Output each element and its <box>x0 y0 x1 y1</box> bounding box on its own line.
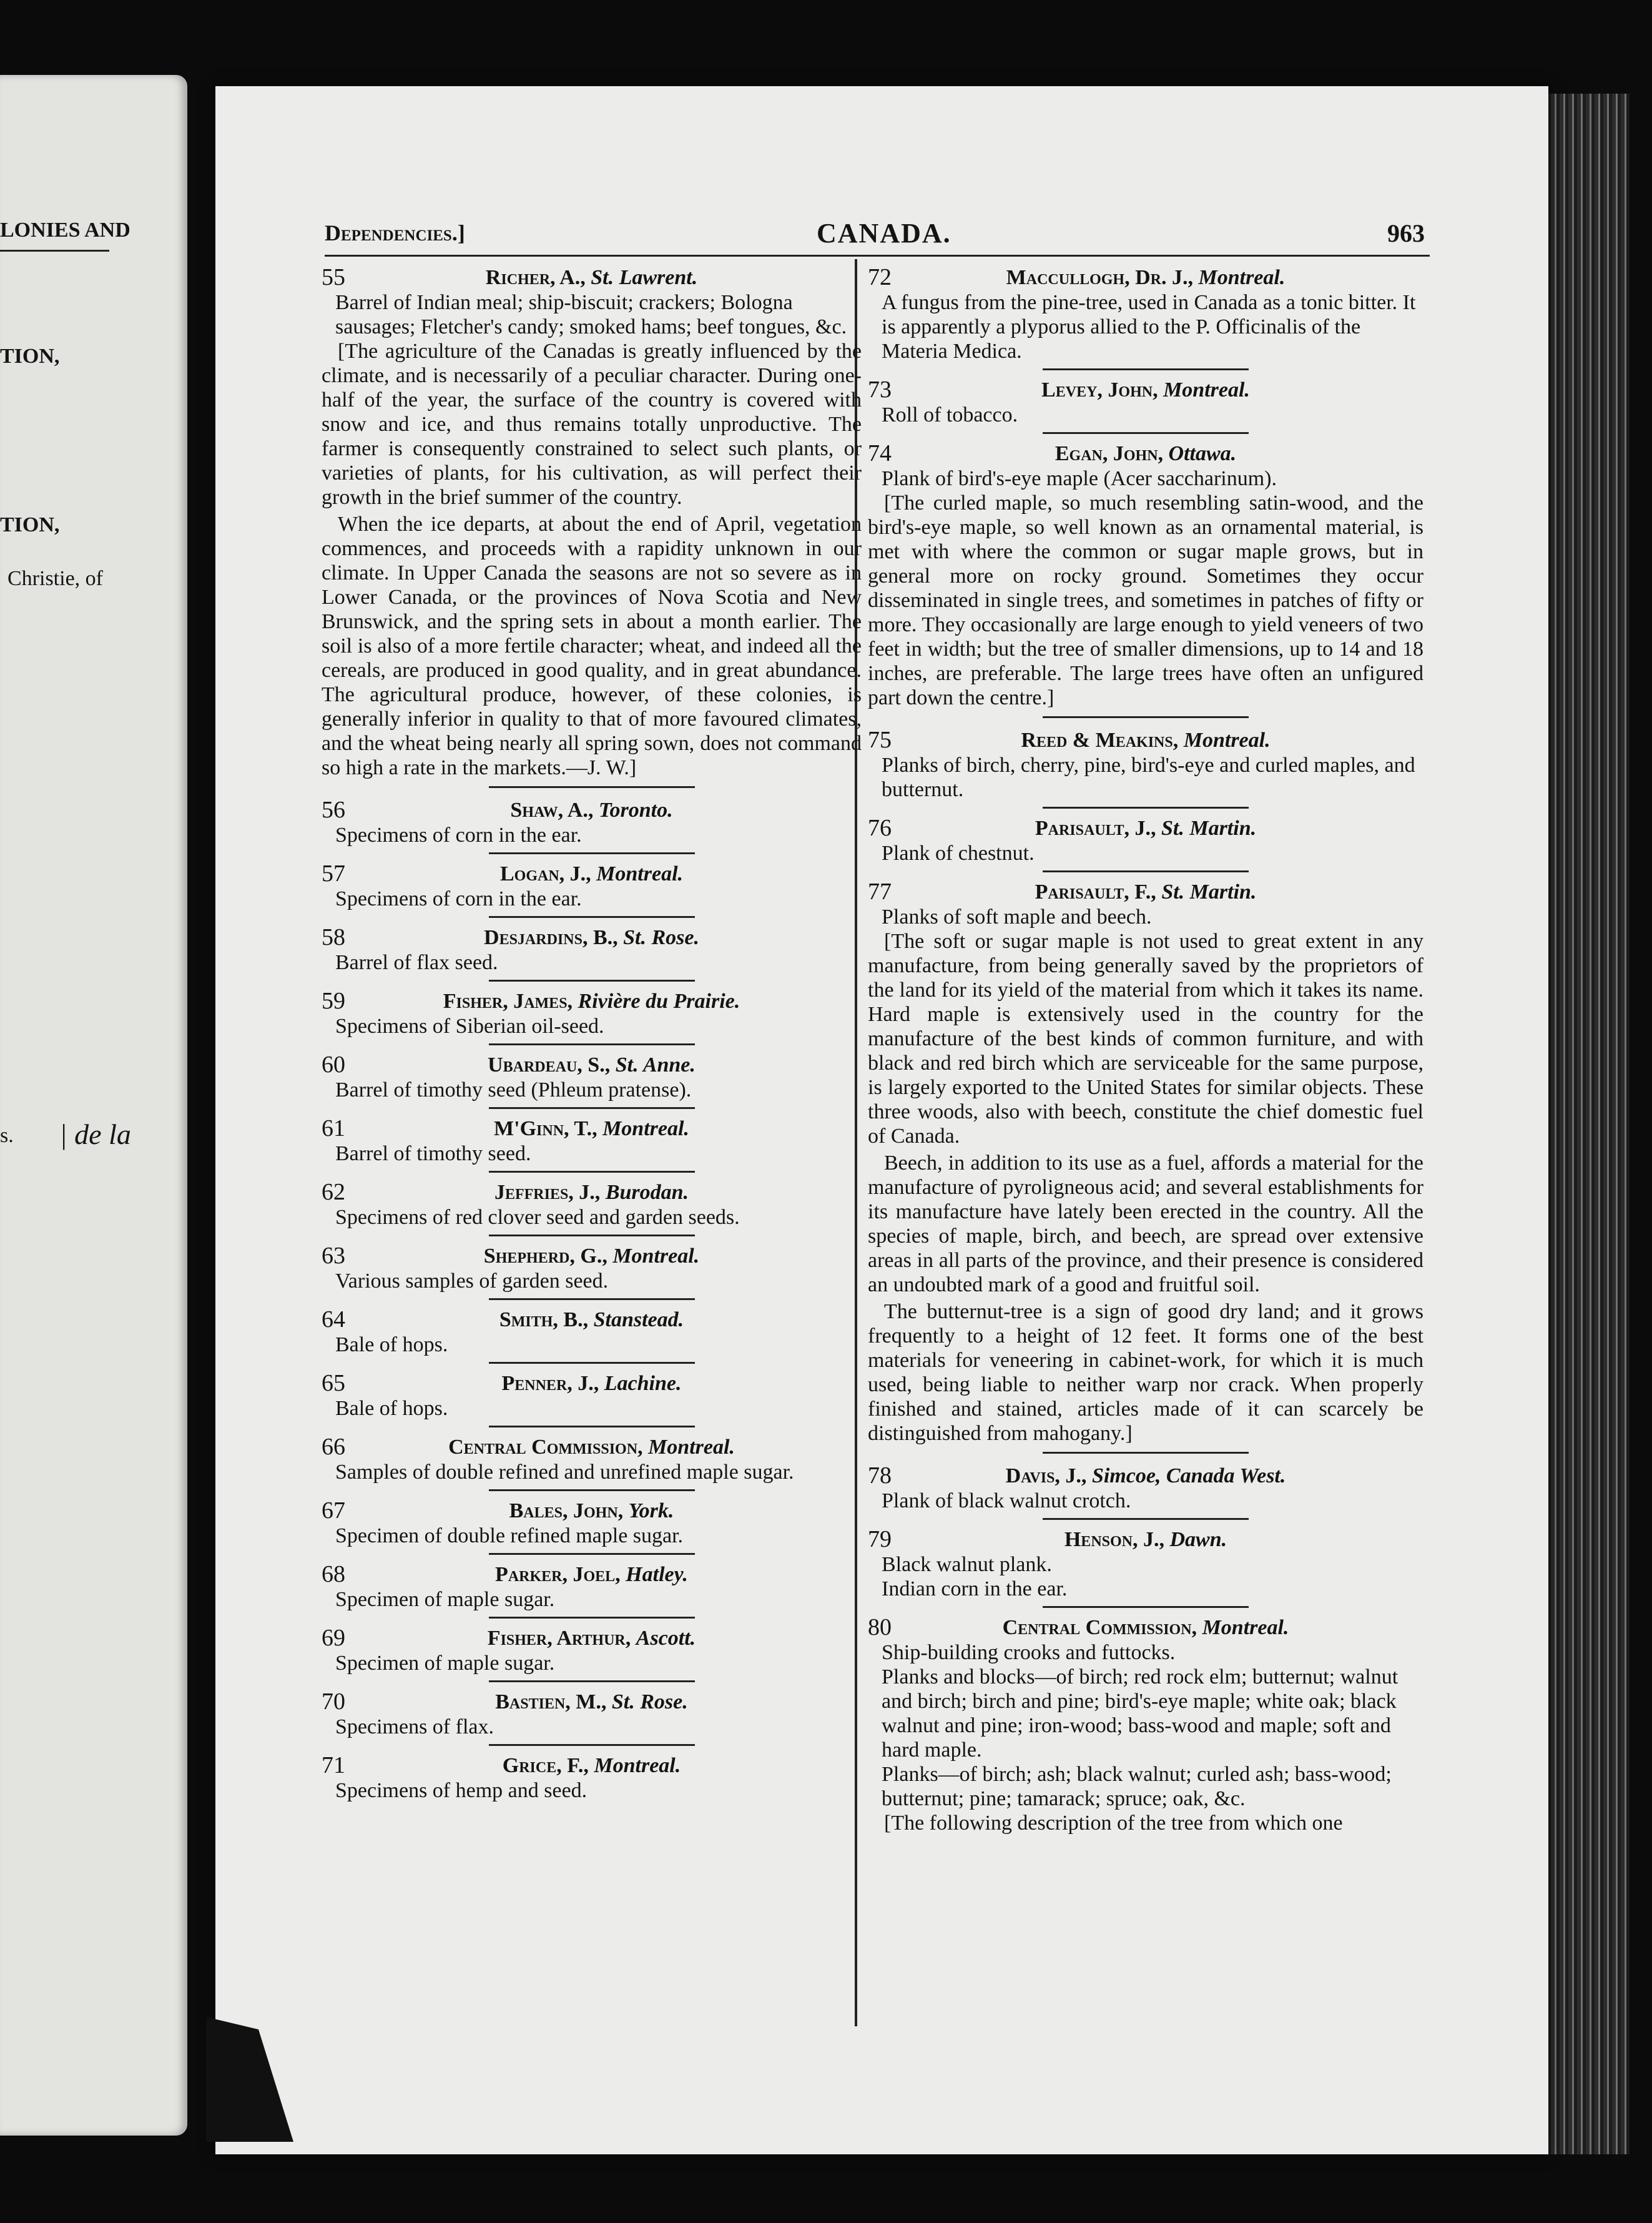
previous-page-fragment: Christie, of <box>7 567 103 590</box>
entry-number: 60 <box>322 1052 345 1078</box>
exhibitor <box>322 1753 862 1778</box>
previous-page-fragment: TION, <box>0 345 60 368</box>
catalogue-entry <box>322 1371 862 1421</box>
entry-heading <box>868 265 1423 290</box>
exhibitor-name: Henson, J., <box>1064 1528 1164 1551</box>
exhibitor-name: Parker, Joel, <box>495 1563 621 1586</box>
entry-separator <box>1043 1606 1249 1608</box>
exhibitor-place: Montreal. <box>1202 1616 1289 1639</box>
running-head-title: CANADA. <box>817 218 951 249</box>
exhibit-description: Roll of tobacco. <box>882 403 1018 426</box>
exhibit-description: Planks of soft maple and beech. <box>882 905 1152 929</box>
entry-number: 66 <box>322 1434 345 1460</box>
entry-number: 63 <box>322 1243 345 1269</box>
exhibitor-name: Reed & Meakins, <box>1021 729 1179 752</box>
entry-heading <box>868 816 1423 841</box>
entry-separator <box>1043 870 1249 872</box>
entry-number: 68 <box>322 1561 345 1587</box>
entry-number: 69 <box>322 1625 345 1651</box>
entry-separator <box>489 980 695 982</box>
exhibitor-name: M'Ginn, T., <box>494 1117 597 1140</box>
exhibitor-name: Central Commission, <box>448 1436 643 1459</box>
exhibitor-name: Shaw, A., <box>510 799 594 822</box>
entry-heading <box>322 1753 862 1778</box>
entry-heading <box>322 925 862 950</box>
exhibitor-place: St. Martin. <box>1161 817 1257 840</box>
exhibitor-name: Smith, B., <box>499 1308 589 1331</box>
entry-separator <box>489 1298 695 1300</box>
catalogue-entry <box>322 1244 862 1293</box>
catalogue-entry <box>322 1308 862 1357</box>
exhibitor-name: Richer, A., <box>485 266 586 289</box>
entry-separator <box>489 1107 695 1109</box>
exhibitor-name: Levey, John, <box>1041 378 1158 402</box>
entry-separator <box>489 1235 695 1236</box>
exhibit-description: Specimen of maple sugar. <box>335 1652 555 1675</box>
entry-separator <box>1043 432 1249 434</box>
entry-heading <box>322 1499 862 1524</box>
exhibit-description: Various samples of garden seed. <box>335 1269 609 1293</box>
header-rule <box>325 255 1430 257</box>
exhibitor-name: Maccullogh, Dr. J., <box>1006 266 1193 289</box>
exhibitor-name: Davis, J., <box>1005 1464 1087 1487</box>
catalogue-entry <box>322 1053 862 1102</box>
entry-separator <box>489 852 695 854</box>
entry-heading <box>868 1527 1423 1552</box>
exhibit-description: Bale of hops. <box>335 1333 448 1356</box>
entry-separator <box>489 916 695 918</box>
exhibit-description: Barrel of timothy seed (Phleum pratense). <box>335 1078 692 1102</box>
entry-number: 65 <box>322 1370 345 1396</box>
entry-heading <box>322 265 862 290</box>
exhibitor <box>868 728 1423 752</box>
entry-separator <box>1043 1518 1249 1520</box>
exhibitor <box>322 1371 862 1396</box>
exhibit-description: Bale of hops. <box>335 1397 448 1420</box>
entry-separator <box>489 1362 695 1364</box>
entry-separator <box>489 1171 695 1173</box>
exhibitor <box>868 265 1423 290</box>
previous-page-rule <box>0 250 109 252</box>
exhibitor <box>868 441 1423 466</box>
exhibitor-place: Simcoe, Canada West. <box>1091 1464 1286 1487</box>
editorial-note: [The agriculture of the Canadas is greatly influenced by the climate, and is necessarily of a peculiar character. During one-half of the year, the surface of the country is covered with snow and ice, and thus remains totally unproductive. The farmer is consequently constrained to select such plants, or varieties of plants, for his cultivation, as will perfect their growth in the brief summer of the country. <box>322 340 862 509</box>
previous-page-fragment: s. <box>0 1124 14 1147</box>
catalogue-entry <box>868 265 1423 363</box>
entry-heading <box>868 441 1423 466</box>
exhibitor-name: Shepherd, G., <box>483 1245 607 1268</box>
catalogue-entry <box>322 265 862 780</box>
exhibit-description: Planks and blocks—of birch; red rock elm; butternut; walnut and birch; birch and pine; bird's-eye maple; white oak; black walnut and pine; iron-wood; bass-wood and maple; soft and hard maple. <box>882 1665 1399 1762</box>
exhibitor-place: Montreal. <box>1183 729 1271 752</box>
exhibit-description: Specimen of maple sugar. <box>335 1588 555 1611</box>
entry-number: 55 <box>322 264 345 290</box>
entry-heading <box>322 1180 862 1205</box>
catalogue-entry <box>868 1527 1423 1601</box>
exhibit-description: Indian corn in the ear. <box>882 1577 1068 1600</box>
entry-separator <box>1043 368 1249 370</box>
entry-heading <box>322 1562 862 1587</box>
catalogue-entry <box>868 728 1423 802</box>
handwritten-annotation: | de la <box>59 1118 131 1150</box>
exhibitor-place: Dawn. <box>1169 1528 1227 1551</box>
entry-separator <box>1043 716 1249 718</box>
exhibitor-place: St. Rose. <box>611 1690 688 1713</box>
exhibitor <box>322 1053 862 1077</box>
catalogue-entry <box>322 989 862 1038</box>
exhibitor-place: Hatley. <box>626 1563 688 1586</box>
running-head-left: Dependencies.] <box>325 220 465 245</box>
entry-number: 64 <box>322 1306 345 1333</box>
catalogue-entry <box>322 1180 862 1230</box>
exhibitor <box>868 1527 1423 1552</box>
entry-heading <box>868 1615 1423 1640</box>
exhibitor-name: Fisher, James, <box>443 990 573 1013</box>
exhibitor <box>868 880 1423 904</box>
entry-number: 72 <box>868 264 892 290</box>
exhibitor-place: Montreal. <box>1198 266 1286 289</box>
exhibit-description: Specimens of hemp and seed. <box>335 1779 588 1802</box>
exhibitor-name: Parisault, F., <box>1035 880 1156 904</box>
exhibitor-name: Ubardeau, S., <box>488 1053 611 1077</box>
entry-separator <box>1043 1452 1249 1454</box>
exhibit-description: Planks—of birch; ash; black walnut; curled ash; bass-wood; butternut; pine; tamarack; spruce; oak, &c. <box>882 1763 1392 1810</box>
catalogue-entry <box>322 1499 862 1548</box>
catalogue-entry <box>322 1435 862 1484</box>
entry-number: 67 <box>322 1497 345 1524</box>
exhibitor-place: Ascott. <box>636 1627 696 1650</box>
entry-number: 56 <box>322 797 345 823</box>
entry-separator <box>489 786 695 788</box>
entry-separator <box>1043 807 1249 809</box>
exhibit-description: Specimens of corn in the ear. <box>335 887 582 910</box>
entry-number: 74 <box>868 440 892 466</box>
entry-heading <box>322 1308 862 1333</box>
editorial-note: [The curled maple, so much resembling satin-wood, and the bird's-eye maple, so well known as an ornamental material, is met with where the common or sugar maple grows, but in general more on rocky ground. Sometimes they occur disseminated in single trees, and sometimes in patches of fifty or more. They occasionally are large enough to yield veneers of two feet in width; but the tree of smaller dimensions, up to 14 and 18 inches, are preferable. The large trees have often an unfigured part down the centre.] <box>868 491 1423 709</box>
exhibitor-place: Burodan. <box>605 1181 689 1204</box>
exhibitor <box>322 925 862 950</box>
entry-separator <box>489 1680 695 1682</box>
exhibitor <box>322 1562 862 1587</box>
book-page-edges <box>1542 94 1630 2154</box>
entry-separator <box>489 1553 695 1555</box>
exhibit-description: Specimens of Siberian oil-seed. <box>335 1015 604 1038</box>
entry-number: 71 <box>322 1752 345 1778</box>
entry-heading <box>868 378 1423 403</box>
catalogue-entry <box>322 798 862 847</box>
entry-separator <box>489 1043 695 1045</box>
entry-separator <box>489 1744 695 1746</box>
exhibit-description: Specimens of corn in the ear. <box>335 824 582 847</box>
entry-heading <box>322 1244 862 1269</box>
entry-number: 79 <box>868 1526 892 1552</box>
exhibitor-name: Jeffries, J., <box>494 1181 601 1204</box>
exhibit-description: Ship-building crooks and futtocks. <box>882 1641 1176 1664</box>
left-column <box>322 265 862 1803</box>
entry-number: 78 <box>868 1462 892 1489</box>
entry-heading <box>868 1464 1423 1489</box>
catalogue-entry <box>322 1626 862 1675</box>
entry-heading <box>868 728 1423 753</box>
exhibitor-place: Toronto. <box>598 799 673 822</box>
exhibitor <box>868 816 1423 840</box>
exhibitor-place: St. Rose. <box>623 926 699 949</box>
exhibit-description: Specimens of flax. <box>335 1715 494 1738</box>
entry-number: 58 <box>322 924 345 950</box>
catalogue-entry <box>868 816 1423 865</box>
exhibitor <box>322 1116 862 1141</box>
exhibit-description: A fungus from the pine-tree, used in Canada as a tonic bitter. It is apparently a plyporus allied to the P. Officinalis of the Materia Medica. <box>882 291 1416 363</box>
catalogue-entry <box>868 1464 1423 1513</box>
editorial-note: The butternut-tree is a sign of good dry land; and it grows frequently to a height of 12 feet. It forms one of the best materials for veneering in cabinet-work, for which it is much used, being liable to neither warp nor crack. When properly finished and stained, articles made of it can scarcely be distinguished from mahogany.] <box>868 1300 1423 1445</box>
exhibitor-name: Desjardins, B., <box>484 926 618 949</box>
entry-heading <box>322 1053 862 1078</box>
entry-separator <box>489 1617 695 1619</box>
exhibitor <box>868 1615 1423 1640</box>
entry-number: 59 <box>322 988 345 1014</box>
exhibitor <box>868 1464 1423 1488</box>
exhibitor <box>868 378 1423 402</box>
catalogue-entry <box>868 441 1423 710</box>
exhibitor-name: Penner, J., <box>501 1372 599 1395</box>
editorial-note: When the ice departs, at about the end of April, vegetation commences, and proceeds with a rapidity unknown in our climate. In Upper Canada the seasons are not so severe as in Lower Canada, or the provinces of Nova Scotia and New Brunswick, and the spring sets in about a month earlier. The soil is also of a more fertile character; wheat, and indeed all the cereals, are produced in good quality, and in great abundance. The agricultural produce, however, of these colonies, is generally inferior in quality to that of more favoured climates, and the wheat being nearly all spring sown, does not command so high a rate in the markets.—J. W.] <box>322 513 862 779</box>
entry-number: 70 <box>322 1688 345 1715</box>
exhibit-description: Barrel of timothy seed. <box>335 1142 531 1165</box>
entry-heading <box>322 1116 862 1141</box>
exhibitor <box>322 1180 862 1205</box>
exhibitor-name: Bales, John, <box>509 1499 624 1522</box>
entry-heading <box>322 1435 862 1460</box>
exhibitor-name: Central Commission, <box>1002 1616 1197 1639</box>
exhibitor-name: Logan, J., <box>499 862 591 885</box>
exhibit-description: Specimens of red clover seed and garden seeds. <box>335 1206 740 1229</box>
entry-number: 62 <box>322 1179 345 1205</box>
exhibit-description: Plank of chestnut. <box>882 842 1035 865</box>
catalogue-entry <box>322 862 862 911</box>
entry-heading <box>322 1626 862 1651</box>
entry-heading <box>322 1371 862 1396</box>
catalogue-entry <box>322 1690 862 1739</box>
exhibitor <box>322 1626 862 1650</box>
exhibitor-place: Montreal. <box>648 1436 735 1459</box>
exhibitor <box>322 798 862 822</box>
exhibitor-place: Montreal. <box>612 1245 700 1268</box>
exhibitor-place: St. Martin. <box>1161 880 1257 904</box>
entry-heading <box>322 862 862 887</box>
exhibit-description: Barrel of flax seed. <box>335 951 498 974</box>
catalogue-entry <box>868 378 1423 427</box>
previous-page-edge <box>0 75 187 2136</box>
catalogue-entry <box>322 1753 862 1803</box>
exhibitor-place: St. Lawrent. <box>591 266 698 289</box>
entry-number: 80 <box>868 1614 892 1640</box>
exhibitor-place: Lachine. <box>604 1372 682 1395</box>
catalogue-entry <box>322 1562 862 1612</box>
exhibitor-name: Bastien, M., <box>495 1690 607 1713</box>
entry-number: 75 <box>868 727 892 753</box>
entry-number: 73 <box>868 377 892 403</box>
catalogue-entry <box>868 1615 1423 1835</box>
exhibitor-place: Stanstead. <box>593 1308 684 1331</box>
editorial-note: [The soft or sugar maple is not used to great extent in any manufacture, from being generally saved by the proprietors of the land for its yield of the material from which it takes its name. Hard maple is extensively used in the country for the manufacture of the best kinds of common furniture, and with black and red birch which are serviceable for the same purpose, is largely exported to the United States for similar objects. These three woods, also with beech, constitute the chief domestic fuel of Canada. <box>868 930 1423 1148</box>
exhibitor-place: Montreal. <box>1163 378 1250 402</box>
entry-number: 61 <box>322 1115 345 1141</box>
exhibitor-place: York. <box>628 1499 674 1522</box>
entry-heading <box>322 989 862 1014</box>
entry-number: 76 <box>868 815 892 841</box>
editorial-note: Beech, in addition to its use as a fuel, affords a material for the manufacture of pyroligneous acid; and several establishments for its manufacture have lately been erected in the country. All the species of maple, birch, and beech, are spread over extensive areas in all parts of the province, and their presence is considered an undoubted mark of a good and fruitful soil. <box>868 1151 1423 1296</box>
entry-heading <box>868 880 1423 905</box>
entry-separator <box>489 1426 695 1427</box>
previous-page-header: LONIES AND <box>0 219 130 242</box>
entry-number: 57 <box>322 860 345 887</box>
entry-heading <box>322 1690 862 1715</box>
entry-heading <box>322 798 862 823</box>
exhibitor-name: Fisher, Arthur, <box>487 1627 631 1650</box>
exhibitor <box>322 1690 862 1714</box>
exhibitor <box>322 862 862 886</box>
exhibit-description: Planks of birch, cherry, pine, bird's-eye and curled maples, and butternut. <box>882 754 1415 801</box>
exhibit-description: Plank of bird's-eye maple (Acer saccharinum). <box>882 467 1277 490</box>
exhibitor-place: Montreal. <box>596 862 684 885</box>
exhibitor <box>322 1244 862 1268</box>
exhibit-description: Plank of black walnut crotch. <box>882 1489 1131 1512</box>
exhibitor-place: Ottawa. <box>1168 442 1237 465</box>
exhibitor <box>322 1435 862 1459</box>
page-number: 963 <box>1387 219 1425 247</box>
exhibitor-place: Montreal. <box>602 1117 689 1140</box>
exhibitor <box>322 989 862 1013</box>
catalogue-entry <box>868 880 1423 1446</box>
exhibit-description: Barrel of Indian meal; ship-biscuit; crackers; Bologna sausages; Fletcher's candy; smoked hams; beef tongues, &c. <box>335 291 847 338</box>
exhibit-description: Specimen of double refined maple sugar. <box>335 1524 684 1547</box>
entry-separator <box>489 1489 695 1491</box>
exhibitor-name: Grice, F., <box>502 1754 589 1777</box>
exhibit-description: Samples of double refined and unrefined maple sugar. <box>335 1461 794 1484</box>
exhibit-description: Black walnut plank. <box>882 1553 1052 1576</box>
exhibitor <box>322 1308 862 1332</box>
exhibitor-name: Parisault, J., <box>1035 817 1156 840</box>
exhibitor-place: St. Anne. <box>615 1053 696 1077</box>
exhibitor-place: Rivière du Prairie. <box>578 990 740 1013</box>
exhibitor-place: Montreal. <box>594 1754 681 1777</box>
exhibitor-name: Egan, John, <box>1055 442 1164 465</box>
exhibitor <box>322 1499 862 1523</box>
catalogue-entry <box>322 925 862 975</box>
previous-page-fragment: TION, <box>0 513 60 536</box>
exhibitor <box>322 265 862 290</box>
editorial-note: [The following description of the tree from which one <box>884 1811 1343 1835</box>
right-column <box>868 265 1423 1835</box>
catalogue-entry <box>322 1116 862 1166</box>
entry-number: 77 <box>868 879 892 905</box>
